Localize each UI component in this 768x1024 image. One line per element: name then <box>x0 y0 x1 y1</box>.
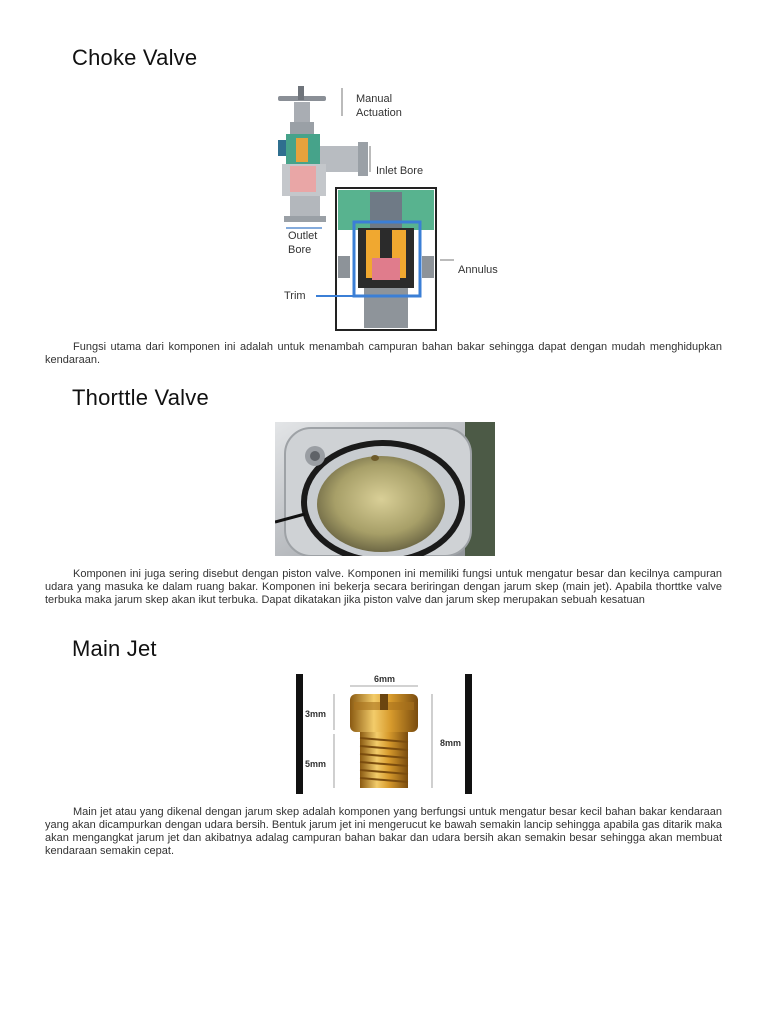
label-5mm: 5mm <box>305 759 327 769</box>
paragraph-main-jet: Main jet atau yang dikenal dengan jarum skep adalah komponen yang berfungsi untuk mengatur besar kecil bahan bakar kendaraan yang akan dicampurkan dengan udara bersih. Bentuk jarum jet ini mengerucut ke bawah semakin lancip sehingga apabila gas ditarik maka akan mengangkat jarum jet dan akibatnya adalag campuran bahan bakar dan udara bersih akan semakin besar sehingga akan membuat kendaraan semakin cepat. <box>45 806 722 857</box>
label-outlet-bore-2: Bore <box>288 244 312 256</box>
heading-main-jet: Main Jet <box>72 636 157 661</box>
label-annulus: Annulus <box>458 264 498 276</box>
heading-throttle-valve: Thorttle Valve <box>72 385 209 410</box>
label-trim: Trim <box>284 290 306 302</box>
label-outlet-bore-1: Outlet <box>288 230 318 242</box>
main-jet-photo <box>294 672 476 796</box>
label-manual-actuation-1: Manual <box>356 93 393 105</box>
label-6mm: 6mm <box>374 674 396 684</box>
label-inlet-bore: Inlet Bore <box>376 165 424 177</box>
paragraph-throttle-valve: Komponen ini juga sering disebut dengan piston valve. Komponen ini memiliki fungsi untuk mengatur besar dan kecilnya campuran udara yang masuka ke dalam ruang bakar. Komponen ini bekerja secara beriringan dengan jarum skep (main jet). Apabila thorttke valve terbuka maka jarum skep akan ikut terbuka. Dapat dikatakan jika piston valve dan jarum skep merupakan sebuah kesatuan <box>45 568 722 606</box>
label-manual-actuation-2: Actuation <box>356 107 402 119</box>
throttle-valve-photo <box>275 422 495 556</box>
label-3mm: 3mm <box>305 709 327 719</box>
choke-valve-diagram <box>272 80 512 332</box>
heading-choke-valve: Choke Valve <box>72 45 198 70</box>
paragraph-choke-valve: Fungsi utama dari komponen ini adalah untuk menambah campuran bahan bakar sehingga dapat dengan mudah menghidupkan kendaraan. <box>45 341 722 366</box>
label-8mm: 8mm <box>440 738 462 748</box>
